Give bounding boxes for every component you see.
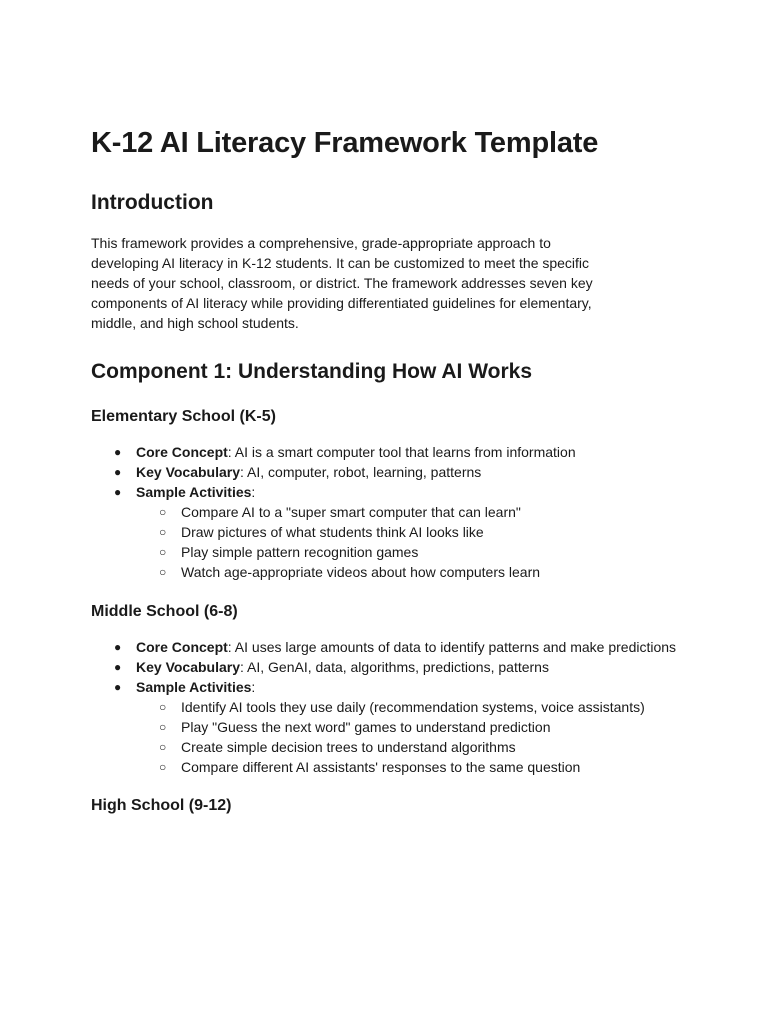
activity-item: ○ Draw pictures of what students think AI looks like bbox=[159, 524, 484, 540]
intro-line: components of AI literacy while providing differentiated guidelines for elementary, bbox=[91, 295, 592, 311]
hollow-bullet-icon: ○ bbox=[159, 700, 167, 714]
document-title: K-12 AI Literacy Framework Template bbox=[91, 127, 599, 159]
filled-bullet-icon: ● bbox=[114, 660, 122, 674]
core-concept-text: : AI is a smart computer tool that learns from information bbox=[227, 444, 576, 460]
hollow-bullet-icon: ○ bbox=[159, 545, 167, 559]
elementary-heading: Elementary School (K-5) bbox=[91, 408, 276, 425]
key-vocabulary-text: : AI, computer, robot, learning, patterns bbox=[240, 464, 482, 480]
activity-item: ○ Compare AI to a "super smart computer that can learn" bbox=[159, 504, 521, 520]
hollow-bullet-icon: ○ bbox=[159, 505, 167, 519]
activity-item: ○ Identify AI tools they use daily (recommendation systems, voice assistants) bbox=[159, 699, 645, 715]
activity-item: ○ Play simple pattern recognition games bbox=[159, 544, 419, 560]
intro-line: This framework provides a comprehensive, grade-appropriate approach to bbox=[91, 235, 551, 251]
list-item bbox=[114, 677, 680, 777]
introduction-paragraph bbox=[91, 233, 680, 333]
intro-line: needs of your school, classroom, or district. The framework addresses seven key bbox=[91, 275, 593, 291]
sample-activities-colon: : bbox=[251, 484, 256, 500]
core-concept-label: Core Concept bbox=[136, 639, 228, 655]
activity-item: ○ Watch age-appropriate videos about how computers learn bbox=[159, 564, 541, 580]
intro-line: developing AI literacy in K-12 students. It can be customized to meet the specific bbox=[91, 255, 590, 271]
intro-line: middle, and high school students. bbox=[91, 315, 299, 331]
middle-school-heading: Middle School (6-8) bbox=[91, 603, 238, 620]
filled-bullet-icon: ● bbox=[114, 485, 122, 499]
list-item bbox=[114, 657, 680, 677]
filled-bullet-icon: ● bbox=[114, 465, 122, 479]
hollow-bullet-icon: ○ bbox=[159, 525, 167, 539]
list-item bbox=[114, 442, 680, 462]
activity-item: ○ Play "Guess the next word" games to understand prediction bbox=[159, 719, 551, 735]
filled-bullet-icon: ● bbox=[114, 680, 122, 694]
key-vocabulary-text: : AI, GenAI, data, algorithms, predictions, patterns bbox=[240, 659, 549, 675]
elementary-activities-list bbox=[136, 502, 680, 582]
filled-bullet-icon: ● bbox=[114, 445, 122, 459]
hollow-bullet-icon: ○ bbox=[159, 760, 167, 774]
high-school-heading: High School (9-12) bbox=[91, 797, 232, 814]
hollow-bullet-icon: ○ bbox=[159, 740, 167, 754]
elementary-list bbox=[91, 442, 680, 582]
activity-item: ○ Compare different AI assistants' responses to the same question bbox=[159, 759, 581, 775]
hollow-bullet-icon: ○ bbox=[159, 720, 167, 734]
sample-activities-label: Sample Activities bbox=[136, 679, 252, 695]
key-vocabulary-label: Key Vocabulary bbox=[136, 659, 241, 675]
list-item bbox=[114, 482, 680, 582]
introduction-heading: Introduction bbox=[91, 191, 214, 214]
sample-activities-colon: : bbox=[251, 679, 256, 695]
key-vocabulary-label: Key Vocabulary bbox=[136, 464, 241, 480]
component-1-heading: Component 1: Understanding How AI Works bbox=[91, 360, 533, 383]
core-concept-text: : AI uses large amounts of data to identify patterns and make predictions bbox=[227, 639, 677, 655]
sample-activities-label: Sample Activities bbox=[136, 484, 252, 500]
core-concept-label: Core Concept bbox=[136, 444, 228, 460]
hollow-bullet-icon: ○ bbox=[159, 565, 167, 579]
middle-school-list bbox=[91, 637, 680, 777]
middle-activities-list bbox=[136, 697, 680, 777]
activity-item: ○ Create simple decision trees to understand algorithms bbox=[159, 739, 516, 755]
list-item bbox=[114, 637, 680, 657]
list-item bbox=[114, 462, 680, 482]
filled-bullet-icon: ● bbox=[114, 640, 122, 654]
